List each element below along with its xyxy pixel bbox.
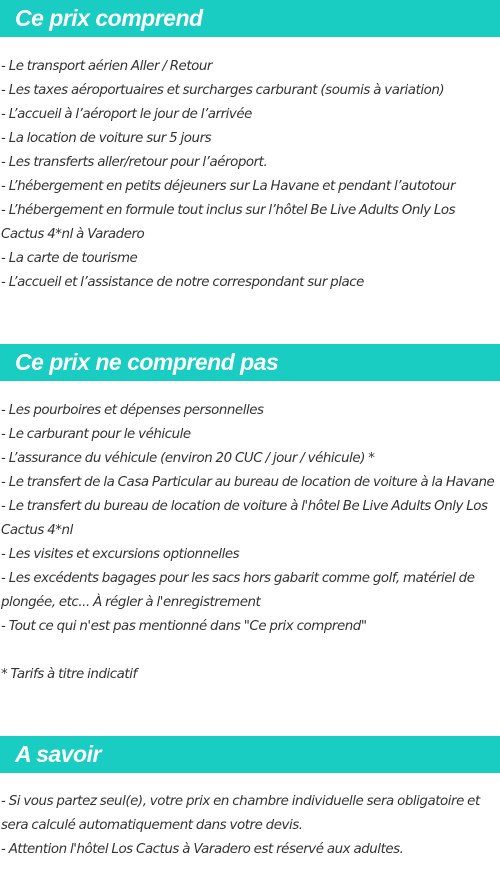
list-item: - L’hébergement en petits déjeuners sur La Havane et pendant l’autotour	[1, 179, 456, 194]
list-item: - Le transfert de la Casa Particular au bureau de location de voiture à la Havane	[1, 475, 495, 490]
list-item: - L’accueil à l’aéroport le jour de l’arrivée	[1, 107, 252, 122]
list-item: - La carte de tourisme	[1, 251, 138, 266]
to-know-list	[0, 790, 500, 862]
list-item: - Si vous partez seul(e), votre prix en chambre individuelle sera obligatoire et sera calculé automatiquement dans votre devis.	[1, 794, 480, 833]
spacer	[1, 639, 498, 663]
list-item: - Le carburant pour le véhicule	[1, 427, 191, 442]
list-item: - Le transport aérien Aller / Retour	[1, 59, 212, 74]
list-item: - Attention l'hôtel Los Cactus à Varadero est réservé aux adultes.	[1, 842, 404, 857]
list-item: - Tout ce qui n'est pas mentionné dans "Ce prix comprend"	[1, 619, 367, 634]
list-item: - Les excédents bagages pour les sacs hors gabarit comme golf, matériel de plongée, etc... À régler à l'enregistrement	[1, 571, 475, 610]
list-item: - L’hébergement en formule tout inclus sur l’hôtel Be Live Adults Only Los Cactus 4*nl à Varadero	[1, 203, 456, 242]
list-item: - Les pourboires et dépenses personnelles	[1, 403, 264, 418]
section-title-not-included: Ce prix ne comprend pas	[0, 344, 500, 381]
section-included	[0, 0, 500, 295]
not-included-list	[0, 399, 500, 687]
included-list	[0, 55, 500, 295]
list-item: - La location de voiture sur 5 jours	[1, 131, 212, 146]
section-to-know	[0, 736, 500, 862]
tariff-note: * Tarifs à titre indicatif	[1, 667, 137, 682]
section-title-to-know: A savoir	[0, 736, 500, 773]
list-item: - Les visites et excursions optionnelles	[1, 547, 240, 562]
list-item: - Les taxes aéroportuaires et surcharges carburant (soumis à variation)	[1, 83, 445, 98]
list-item: - L’accueil et l’assistance de notre correspondant sur place	[1, 275, 364, 290]
section-not-included	[0, 344, 500, 687]
section-title-included: Ce prix comprend	[0, 0, 500, 37]
list-item: - Les transferts aller/retour pour l’aéroport.	[1, 155, 268, 170]
list-item: - L’assurance du véhicule (environ 20 CUC / jour / véhicule) *	[1, 451, 375, 466]
list-item: - Le transfert du bureau de location de voiture à l'hôtel Be Live Adults Only Los Cactus 4*nl	[1, 499, 488, 538]
